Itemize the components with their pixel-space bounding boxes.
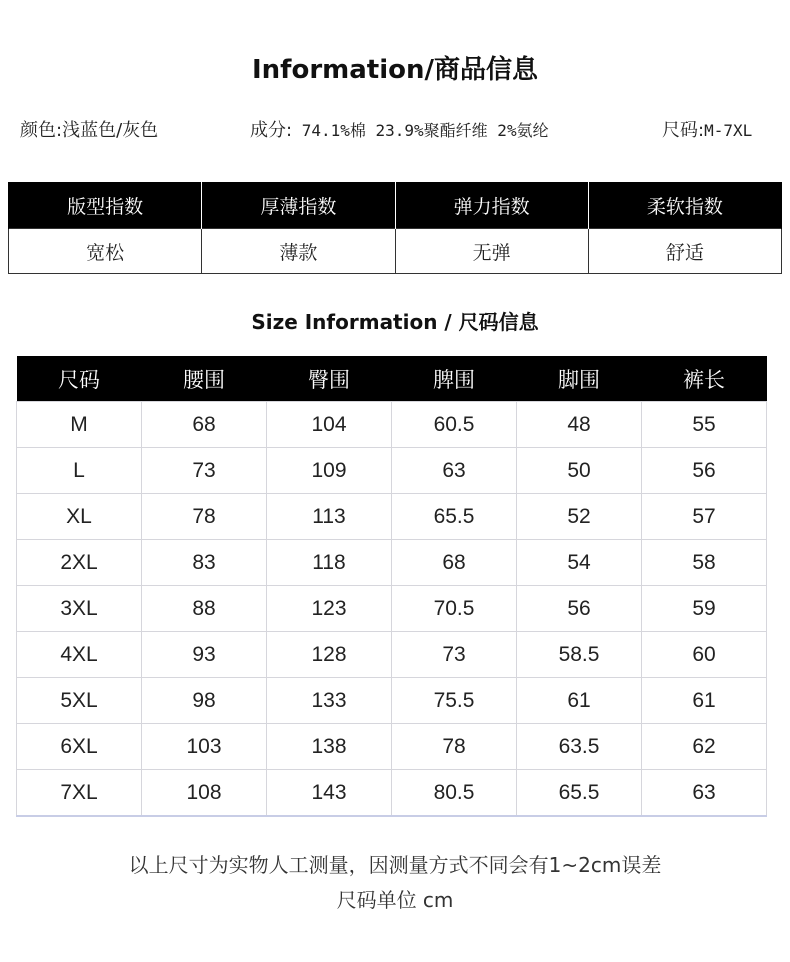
material-info [250, 117, 549, 145]
table-cell: 113 [267, 494, 392, 540]
table-row [17, 494, 767, 540]
table-cell: 108 [142, 770, 267, 817]
table-cell: 58.5 [517, 632, 642, 678]
index-value-elasticity: 无弹 [395, 229, 588, 274]
table-cell: 133 [267, 678, 392, 724]
index-value-softness: 舒适 [588, 229, 781, 274]
size-header-waist: 腰围 [142, 356, 267, 402]
table-cell: 103 [142, 724, 267, 770]
table-cell: 4XL [17, 632, 142, 678]
size-range-info [662, 117, 752, 145]
table-cell: 68 [392, 540, 517, 586]
table-cell: 104 [267, 402, 392, 448]
table-cell: 109 [267, 448, 392, 494]
color-info [20, 117, 158, 145]
table-cell: 62 [642, 724, 767, 770]
table-cell: L [17, 448, 142, 494]
table-cell: 60.5 [392, 402, 517, 448]
table-cell: 68 [142, 402, 267, 448]
index-header-thickness: 厚薄指数 [202, 182, 395, 229]
table-cell: 88 [142, 586, 267, 632]
index-header-elasticity: 弹力指数 [395, 182, 588, 229]
table-row [17, 402, 767, 448]
size-range-value: M-7XL [704, 121, 753, 140]
table-cell: 63 [392, 448, 517, 494]
unit-note: 尺码单位 cm [336, 888, 454, 912]
table-cell: M [17, 402, 142, 448]
table-cell: 52 [517, 494, 642, 540]
table-cell: 70.5 [392, 586, 517, 632]
table-cell: 78 [392, 724, 517, 770]
measurement-note: 以上尺寸为实物人工测量，因测量方式不同会有1~2cm误差 [128, 853, 662, 877]
table-cell: 65.5 [517, 770, 642, 817]
color-value: 浅蓝色/灰色 [62, 120, 159, 141]
table-cell: 73 [142, 448, 267, 494]
size-section-title: Size Information / 尺码信息 [251, 310, 539, 334]
table-cell: 118 [267, 540, 392, 586]
table-cell: XL [17, 494, 142, 540]
table-cell: 54 [517, 540, 642, 586]
table-row [17, 678, 767, 724]
size-chart-table [16, 356, 767, 817]
table-row [17, 448, 767, 494]
table-cell: 48 [517, 402, 642, 448]
color-label: 颜色: [20, 120, 63, 141]
table-cell: 80.5 [392, 770, 517, 817]
material-value: 74.1%棉 23.9%聚酯纤维 2%氨纶 [292, 121, 549, 140]
fit-index-table [8, 182, 782, 274]
table-cell: 7XL [17, 770, 142, 817]
table-cell: 93 [142, 632, 267, 678]
table-cell: 128 [267, 632, 392, 678]
table-cell: 138 [267, 724, 392, 770]
size-header-length: 裤长 [642, 356, 767, 402]
table-cell: 50 [517, 448, 642, 494]
size-range-label: 尺码: [662, 120, 705, 141]
table-cell: 61 [517, 678, 642, 724]
table-cell: 63 [642, 770, 767, 817]
table-row [17, 586, 767, 632]
table-cell: 5XL [17, 678, 142, 724]
table-cell: 75.5 [392, 678, 517, 724]
material-label: 成分: [250, 120, 293, 141]
table-cell: 123 [267, 586, 392, 632]
table-cell: 6XL [17, 724, 142, 770]
index-header-softness: 柔软指数 [588, 182, 781, 229]
table-cell: 65.5 [392, 494, 517, 540]
table-row [17, 540, 767, 586]
table-cell: 83 [142, 540, 267, 586]
size-header-hip: 臀围 [267, 356, 392, 402]
table-row [17, 724, 767, 770]
size-header-size: 尺码 [17, 356, 142, 402]
page-title: Information/商品信息 [251, 55, 539, 85]
index-value-row [9, 229, 782, 274]
table-cell: 143 [267, 770, 392, 817]
table-cell: 59 [642, 586, 767, 632]
index-header-row [9, 182, 782, 229]
table-cell: 60 [642, 632, 767, 678]
table-row [17, 770, 767, 817]
size-header-thigh: 脾围 [392, 356, 517, 402]
table-cell: 56 [517, 586, 642, 632]
table-cell: 63.5 [517, 724, 642, 770]
table-cell: 3XL [17, 586, 142, 632]
table-cell: 55 [642, 402, 767, 448]
size-header-leg-opening: 脚围 [517, 356, 642, 402]
table-cell: 57 [642, 494, 767, 540]
table-cell: 2XL [17, 540, 142, 586]
index-value-thickness: 薄款 [202, 229, 395, 274]
table-cell: 58 [642, 540, 767, 586]
index-value-fit: 宽松 [9, 229, 202, 274]
table-cell: 61 [642, 678, 767, 724]
table-cell: 78 [142, 494, 267, 540]
table-row [17, 632, 767, 678]
table-cell: 73 [392, 632, 517, 678]
index-header-fit: 版型指数 [9, 182, 202, 229]
table-cell: 98 [142, 678, 267, 724]
size-header-row [17, 356, 767, 402]
table-cell: 56 [642, 448, 767, 494]
